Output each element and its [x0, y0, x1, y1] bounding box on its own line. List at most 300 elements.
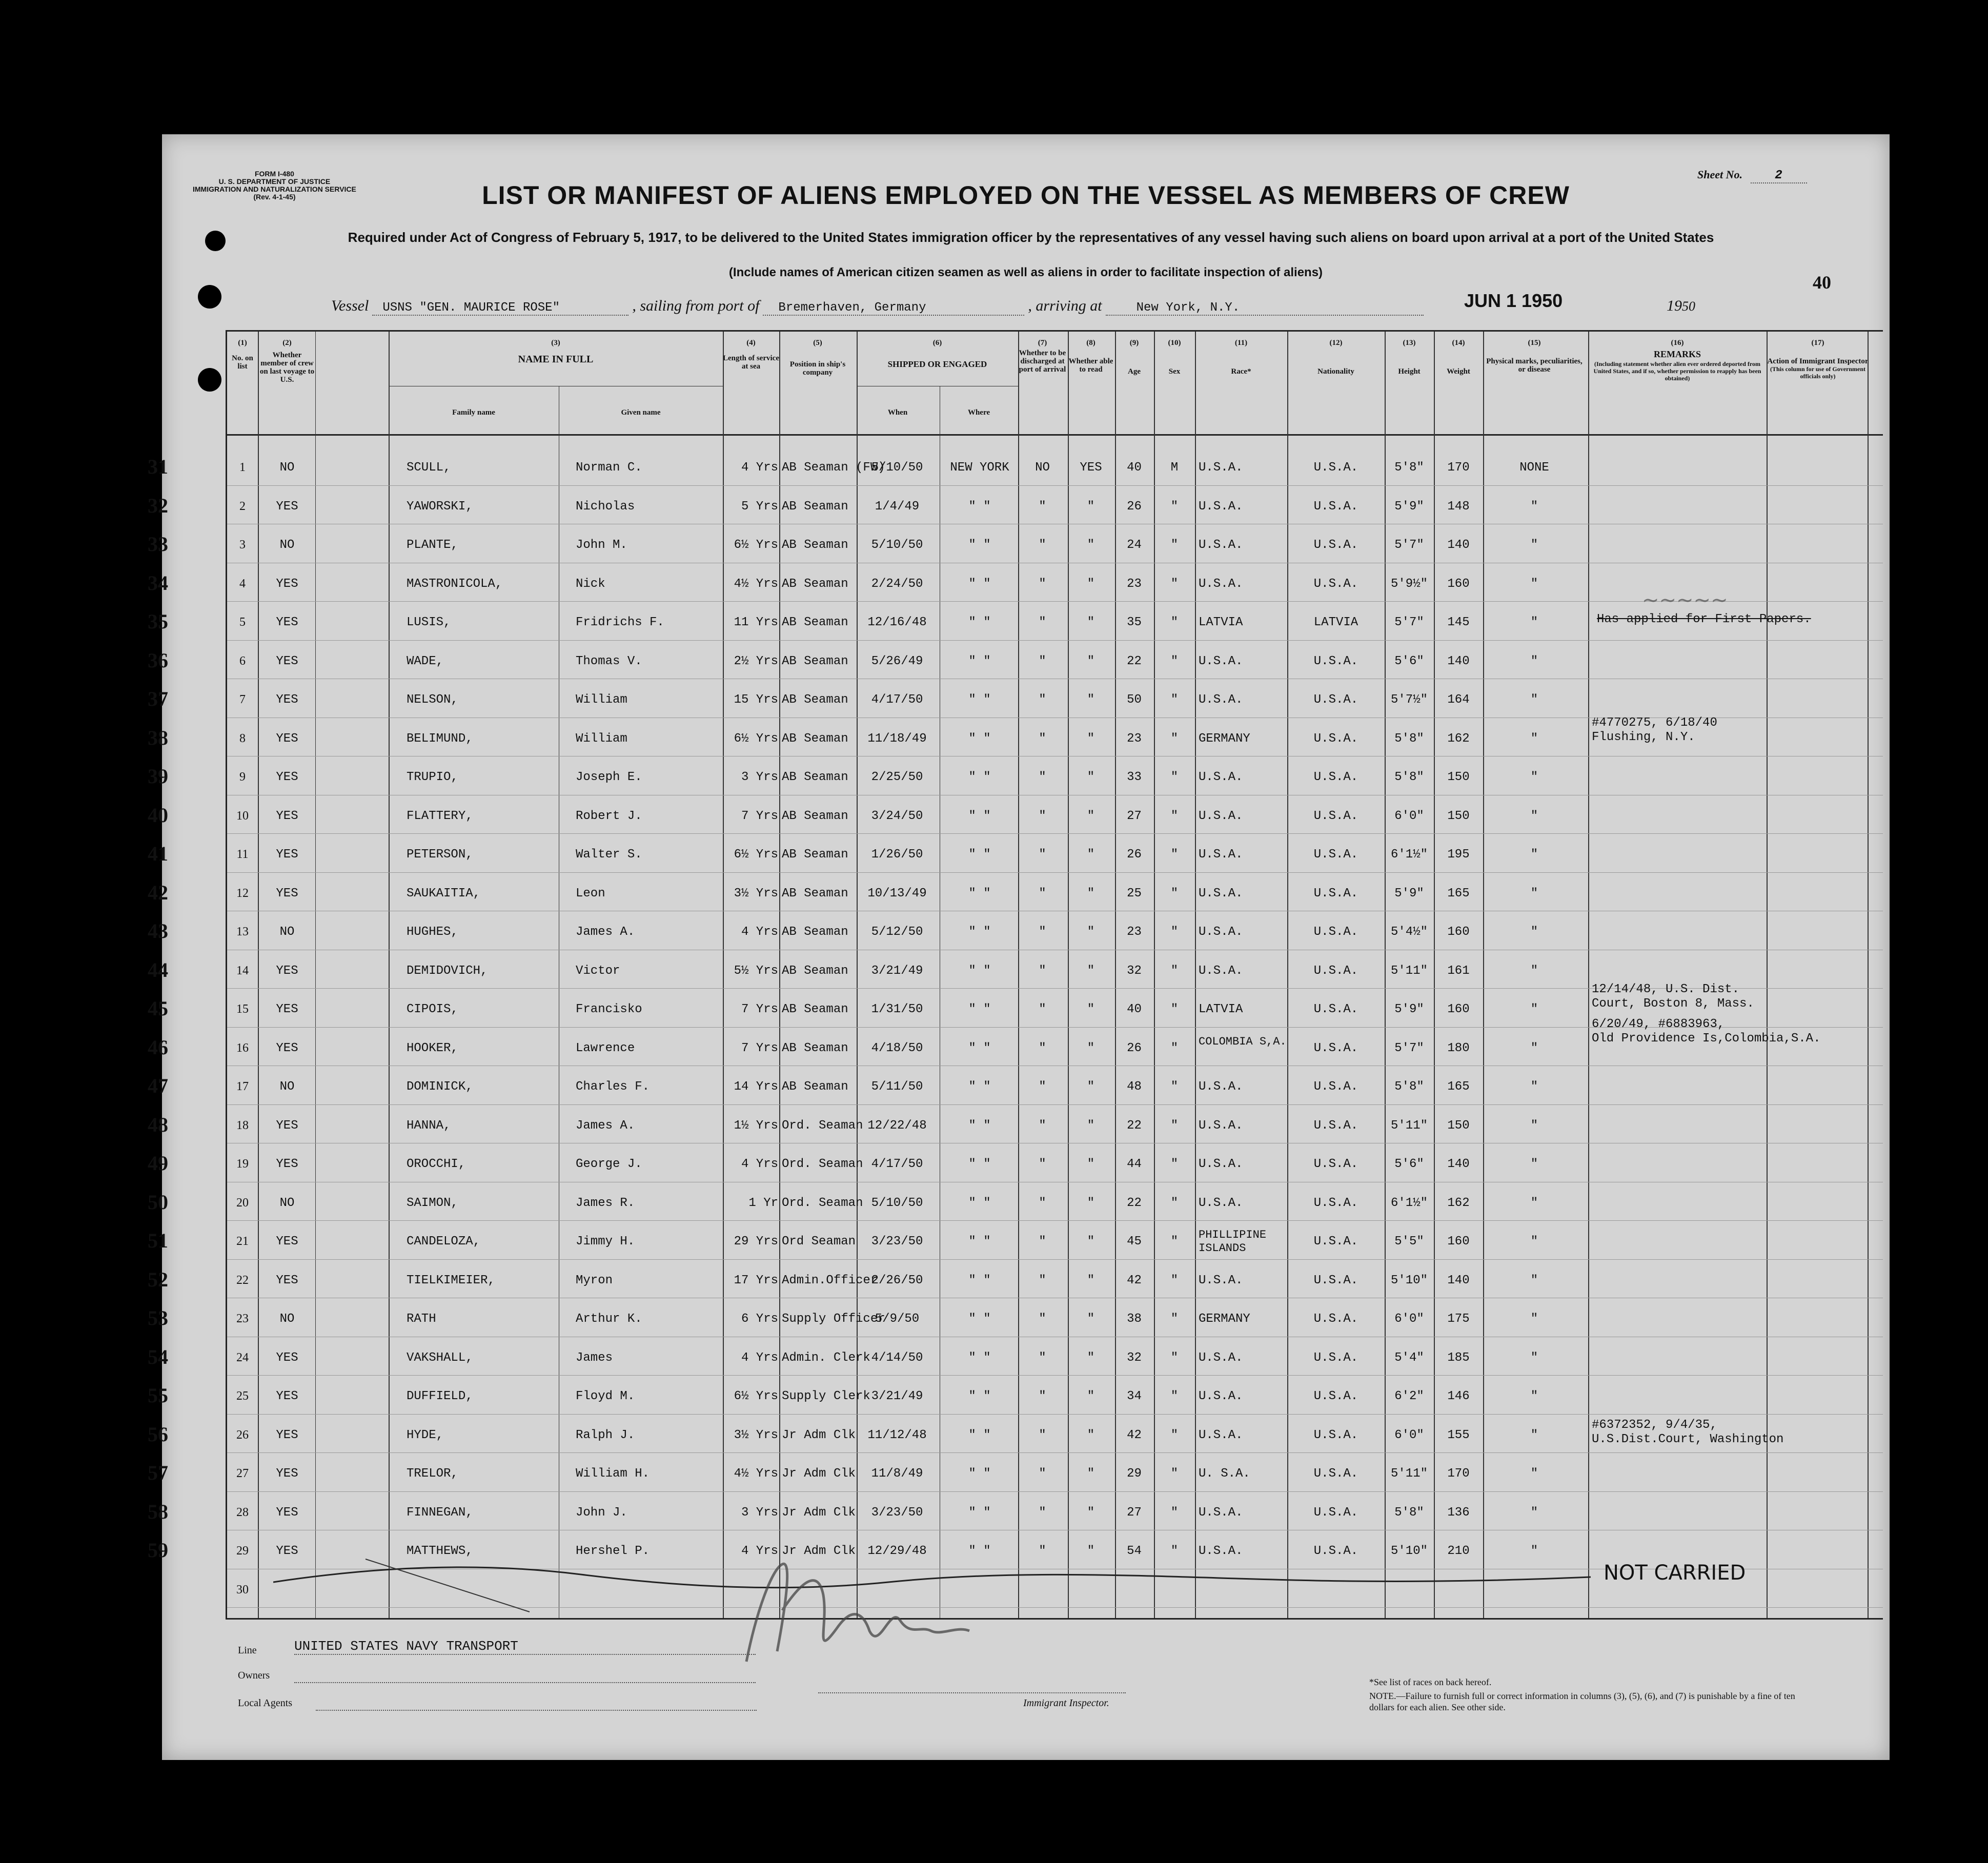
cell-read: " — [1087, 1118, 1095, 1133]
cell-read: " — [1087, 848, 1095, 862]
cell-read: " — [1087, 1350, 1095, 1365]
table-row — [148, 799, 1868, 838]
cell-age: 34 — [1127, 1389, 1142, 1403]
col5-label: Position in ship's company — [789, 360, 846, 377]
table-row — [148, 1224, 1868, 1263]
remark-row-8-line2: Flushing, N.Y. — [1592, 730, 1695, 744]
cell-age: 45 — [1127, 1235, 1142, 1248]
cell-marks: " — [1530, 1312, 1538, 1326]
cell-nat: U.S.A. — [1313, 1467, 1358, 1481]
cell-position: AB Seaman — [782, 693, 848, 707]
page-mark: 40 — [1813, 272, 1831, 293]
given-name-header: Given name — [621, 408, 661, 417]
cell-nat: LATVIA — [1313, 616, 1358, 629]
cell-position: AB Seaman — [782, 577, 848, 591]
col2-label: Whether member of crew on last voyage to U.S. — [259, 351, 315, 384]
remark-row-15-line1: 12/14/48, U.S. Dist. — [1592, 982, 1740, 996]
cell-position: AB Seaman — [782, 886, 848, 900]
cell-age: 22 — [1127, 654, 1142, 668]
cell-prev: YES — [276, 1467, 298, 1481]
cell-given: Myron — [576, 1273, 613, 1287]
cell-service: 17 Yrs — [734, 1273, 778, 1287]
handwritten-remark-scribble: ~~~~~ — [1642, 588, 1728, 612]
cell-family: HANNA, — [407, 1118, 451, 1133]
cell-no: 4 — [239, 577, 246, 590]
cell-no: 7 — [239, 693, 246, 706]
cell-marks: " — [1530, 1505, 1538, 1520]
cell-marks: " — [1530, 1273, 1538, 1287]
cell-sex: " — [1170, 1235, 1179, 1248]
cell-no: 12 — [236, 886, 249, 900]
cell-family: CANDELOZA, — [407, 1235, 481, 1248]
cell-marks: NONE — [1519, 461, 1549, 475]
col17-header — [1767, 339, 1869, 380]
cell-nat: U.S.A. — [1313, 1118, 1358, 1133]
cell-no: 22 — [236, 1273, 249, 1287]
cell-service: 7 Yrs — [741, 1002, 778, 1016]
cell-given: Floyd M. — [576, 1389, 635, 1403]
cell-disch: NO — [1035, 461, 1050, 475]
cell-service: 6½ Yrs — [734, 848, 778, 862]
cell-marks: " — [1530, 848, 1538, 862]
cell-age: 42 — [1127, 1428, 1142, 1442]
cell-given: Fridrichs F. — [576, 616, 664, 629]
cell-read: " — [1087, 1157, 1095, 1171]
page-title: LIST OR MANIFEST OF ALIENS EMPLOYED ON THE VESSEL AS MEMBERS OF CREW — [482, 181, 1570, 210]
margin-line-number: 39 — [148, 765, 168, 788]
cell-where: " " — [968, 1080, 991, 1094]
cell-race: U.S.A. — [1199, 461, 1243, 475]
cell-sex: " — [1170, 616, 1179, 629]
cell-nat: U.S.A. — [1313, 1041, 1358, 1055]
cell-position: AB Seaman — [782, 925, 848, 939]
cell-when: 5/10/50 — [871, 461, 923, 475]
cell-family: PETERSON, — [407, 848, 473, 862]
cell-family: DUFFIELD, — [407, 1389, 473, 1403]
col3-number: (3) — [551, 339, 560, 347]
cell-age: 26 — [1127, 848, 1142, 862]
owners-field — [294, 1682, 756, 1683]
inspector-label: Immigrant Inspector. — [1023, 1697, 1109, 1709]
cell-service: 7 Yrs — [741, 809, 778, 823]
cell-sex: " — [1170, 577, 1179, 591]
col8-label: Whether able to read — [1068, 357, 1113, 374]
cell-position: AB Seaman — [782, 538, 848, 552]
margin-line-number: 53 — [148, 1306, 168, 1329]
cell-where: " " — [968, 577, 991, 591]
cell-marks: " — [1530, 1467, 1538, 1481]
cell-where: " " — [968, 616, 991, 629]
cell-where: " " — [968, 770, 991, 784]
cell-height: 5'11" — [1390, 1467, 1428, 1481]
cell-no: 19 — [236, 1157, 249, 1171]
cell-read: " — [1087, 1505, 1095, 1520]
margin-line-number: 56 — [148, 1422, 168, 1446]
cell-race: U.S.A. — [1199, 538, 1243, 552]
cell-service: 2½ Yrs — [734, 654, 778, 668]
cell-read: " — [1087, 499, 1095, 514]
cell-weight: 162 — [1447, 731, 1470, 746]
cell-family: TRELOR, — [407, 1467, 458, 1481]
table-row — [148, 1379, 1868, 1418]
table-row — [148, 451, 1868, 489]
cell-family: NELSON, — [407, 693, 458, 707]
cell-nat: U.S.A. — [1313, 1350, 1358, 1365]
manifest-sheet — [148, 134, 1890, 1760]
margin-line-number: 31 — [148, 455, 168, 478]
cell-no: 25 — [236, 1389, 249, 1403]
cell-read: " — [1087, 886, 1095, 900]
cell-family: SCULL, — [407, 461, 451, 475]
cell-age: 32 — [1127, 964, 1142, 978]
margin-line-number: 58 — [148, 1500, 168, 1523]
cell-race: U.S.A. — [1199, 1157, 1243, 1171]
cell-where: " " — [968, 1273, 991, 1287]
margin-line-number: 33 — [148, 533, 168, 556]
cell-age: 48 — [1127, 1080, 1142, 1094]
cell-nat: U.S.A. — [1313, 1544, 1358, 1558]
cell-disch: " — [1039, 1273, 1046, 1287]
cell-disch: " — [1039, 848, 1046, 862]
cell-height: 5'8" — [1394, 1080, 1424, 1094]
cell-prev: YES — [276, 964, 298, 978]
cell-given: Nicholas — [576, 499, 635, 514]
margin-line-number: 42 — [148, 881, 168, 904]
cell-prev: NO — [279, 1196, 295, 1210]
cell-age: 23 — [1127, 731, 1142, 746]
cell-age: 25 — [1127, 886, 1142, 900]
cell-family: RATH — [407, 1312, 436, 1326]
cell-no: 10 — [236, 809, 249, 823]
cell-weight: 136 — [1447, 1505, 1470, 1520]
cell-sex: " — [1170, 964, 1179, 978]
cell-when: 4/17/50 — [871, 693, 923, 707]
cell-weight: 150 — [1447, 1118, 1470, 1133]
cell-age: 38 — [1127, 1312, 1142, 1326]
cell-read: " — [1087, 1080, 1095, 1094]
cell-height: 5'9" — [1394, 1002, 1424, 1016]
table-row — [148, 567, 1868, 612]
cell-marks: " — [1530, 1544, 1538, 1558]
cell-weight: 140 — [1447, 538, 1470, 552]
cell-marks: " — [1530, 809, 1538, 823]
cell-height: 5'10" — [1390, 1544, 1428, 1558]
cell-no: 16 — [236, 1041, 249, 1055]
col11-label: Race* — [1231, 367, 1251, 376]
cell-family: SAIMON, — [407, 1196, 458, 1210]
cell-service: 6½ Yrs — [734, 538, 778, 552]
cell-weight: 162 — [1447, 1196, 1470, 1210]
margin-line-number: 46 — [148, 1035, 168, 1059]
cell-race: U.S.A. — [1199, 1389, 1243, 1403]
cell-service: 4 Yrs — [741, 1350, 778, 1365]
cell-given: James A. — [576, 1118, 635, 1133]
cell-disch: " — [1039, 886, 1046, 900]
cell-read: " — [1087, 1235, 1095, 1248]
col15-label: Physical marks, peculiarities, or disease — [1486, 357, 1583, 374]
cell-nat: U.S.A. — [1313, 461, 1358, 475]
cell-marks: " — [1530, 499, 1538, 514]
col6-number: (6) — [932, 339, 942, 347]
punch-hole — [198, 368, 221, 392]
cell-sex: " — [1170, 848, 1179, 862]
cell-height: 5'8" — [1394, 731, 1424, 746]
cell-marks: " — [1530, 1196, 1538, 1210]
col10-header — [1154, 339, 1195, 376]
table-row — [148, 1147, 1868, 1186]
cell-weight: 146 — [1447, 1389, 1470, 1403]
cell-read: " — [1087, 731, 1095, 746]
form-number: FORM I-480 — [254, 170, 294, 178]
inspector-field — [818, 1692, 1126, 1693]
margin-line-number: 38 — [148, 726, 168, 749]
col7-number: (7) — [1038, 339, 1047, 347]
cell-when: 5/26/49 — [871, 654, 923, 668]
col17-number: (17) — [1811, 339, 1824, 347]
where-header: Where — [967, 408, 990, 417]
cell-read: " — [1087, 770, 1095, 784]
cell-race: U.S.A. — [1199, 577, 1243, 591]
cell-family: HOOKER, — [407, 1041, 458, 1055]
cell-where: " " — [968, 1505, 991, 1520]
cell-when: 2/24/50 — [871, 577, 923, 591]
cell-prev: YES — [276, 1389, 298, 1403]
cell-age: 40 — [1127, 461, 1142, 475]
cell-sex: " — [1170, 1196, 1179, 1210]
cell-disch: " — [1039, 1157, 1046, 1171]
cell-family: HUGHES, — [407, 925, 458, 939]
cell-where: " " — [968, 1235, 991, 1248]
cell-sex: " — [1170, 1157, 1179, 1171]
cell-sex: " — [1170, 1505, 1179, 1520]
cell-sex: " — [1170, 1312, 1179, 1326]
cell-read: " — [1087, 1312, 1095, 1326]
col13-label: Height — [1398, 367, 1421, 376]
cell-where: " " — [968, 1467, 991, 1481]
page-subtitle: Required under Act of Congress of February 5, 1917, to be delivered to the United States immigration officer by the representatives of any vessel having such aliens on board upon arrival at a port of the United States — [348, 230, 1714, 245]
cell-position: Supply Clerk — [782, 1389, 870, 1403]
cell-read: " — [1087, 1002, 1095, 1016]
col14-label: Weight — [1447, 367, 1470, 376]
cell-marks: " — [1530, 770, 1538, 784]
cell-service: 1 Yr — [748, 1196, 778, 1210]
cell-prev: YES — [276, 693, 298, 707]
cell-no: 6 — [239, 654, 246, 668]
cell-marks: " — [1530, 1235, 1538, 1248]
cell-when: 11/8/49 — [871, 1467, 923, 1481]
cell-position: AB Seaman — [782, 809, 848, 823]
col9-header — [1115, 339, 1153, 376]
cell-nat: U.S.A. — [1313, 499, 1358, 514]
cell-where: " " — [968, 1428, 991, 1442]
cell-read: " — [1087, 654, 1095, 668]
cell-weight: 140 — [1447, 1157, 1470, 1171]
cell-weight: 140 — [1447, 654, 1470, 668]
cell-weight: 164 — [1447, 693, 1470, 707]
cell-nat: U.S.A. — [1313, 731, 1358, 746]
cell-marks: " — [1530, 1080, 1538, 1094]
cell-prev: YES — [276, 770, 298, 784]
cell-when: 5/10/50 — [871, 1196, 923, 1210]
cell-given: James — [576, 1350, 613, 1365]
table-row — [148, 876, 1868, 915]
cell-sex: " — [1170, 538, 1179, 552]
margin-line-number: 50 — [148, 1190, 168, 1214]
cell-service: 4½ Yrs — [734, 577, 778, 591]
cell-read: " — [1087, 1041, 1095, 1055]
cell-height: 5'8" — [1394, 461, 1424, 475]
cell-marks: " — [1530, 1389, 1538, 1403]
cell-service: 4 Yrs — [741, 1157, 778, 1171]
cell-when: 5/12/50 — [871, 925, 923, 939]
cell-read: " — [1087, 538, 1095, 552]
cell-race: COLOMBIA S,A. — [1199, 1035, 1287, 1048]
cell-disch: " — [1039, 1002, 1046, 1016]
cell-race: U.S.A. — [1199, 1505, 1243, 1520]
cell-given: Norman C. — [576, 461, 642, 475]
col16-number: (16) — [1671, 339, 1684, 347]
cell-nat: U.S.A. — [1313, 538, 1358, 552]
cell-where: NEW YORK — [950, 461, 1009, 475]
col15-header — [1483, 339, 1586, 374]
cell-weight: 160 — [1447, 1002, 1470, 1016]
sailing-label: , sailing from port of — [632, 297, 760, 314]
cell-prev: YES — [276, 1350, 298, 1365]
cell-service: 5½ Yrs — [734, 964, 778, 978]
cell-when: 10/13/49 — [867, 886, 927, 900]
penalty-note: NOTE.—Failure to furnish full or correct information in columns (3), (5), (6), and (7) is punishable by a fine of ten dollars for each alien. See other side. — [1369, 1691, 1795, 1712]
cell-height: 6'2" — [1394, 1389, 1424, 1403]
form-revision: (Rev. 4-1-45) — [253, 193, 296, 201]
cell-no: 2 — [239, 499, 246, 513]
cell-height: 5'8" — [1394, 1505, 1424, 1520]
cell-sex: " — [1170, 731, 1179, 746]
not-carried-note: NOT CARRIED — [1604, 1561, 1746, 1585]
cell-age: 29 — [1127, 1467, 1142, 1481]
cell-when: 4/17/50 — [871, 1157, 923, 1171]
cell-where: " " — [968, 538, 991, 552]
cell-no: 15 — [236, 1002, 249, 1016]
cell-race: U.S.A. — [1199, 964, 1243, 978]
cell-height: 6'0" — [1394, 1312, 1424, 1326]
margin-line-number: 34 — [148, 571, 168, 595]
cell-where: " " — [968, 1312, 991, 1326]
cell-read: " — [1087, 964, 1095, 978]
cell-given: Charles F. — [576, 1080, 650, 1094]
cell-prev: YES — [276, 848, 298, 862]
cell-family: FINNEGAN, — [407, 1505, 473, 1520]
cell-disch: " — [1039, 964, 1046, 978]
cell-weight: 165 — [1447, 886, 1470, 900]
cell-position: Ord. Seaman — [782, 1196, 863, 1210]
cell-height: 5'11" — [1390, 964, 1428, 978]
cell-nat: U.S.A. — [1313, 886, 1358, 900]
cell-sex: " — [1170, 1080, 1179, 1094]
cell-prev: YES — [276, 577, 298, 591]
cell-where: " " — [968, 731, 991, 746]
cell-nat: U.S.A. — [1313, 577, 1358, 591]
cell-family: WADE, — [407, 654, 444, 668]
cell-age: 40 — [1127, 1002, 1142, 1016]
cell-given: Thomas V. — [576, 654, 642, 668]
cell-weight: 150 — [1447, 770, 1470, 784]
cell-when: 3/21/49 — [871, 1389, 923, 1403]
cell-height: 5'4" — [1394, 1350, 1424, 1365]
cell-position: Admin.Officer — [782, 1273, 878, 1287]
cell-no: 18 — [236, 1118, 249, 1132]
cell-nat: U.S.A. — [1313, 770, 1358, 784]
cell-nat: U.S.A. — [1313, 1196, 1358, 1210]
vessel-label: Vessel — [331, 297, 369, 314]
cell-read: " — [1087, 577, 1095, 591]
cell-position: Jr Adm Clk — [782, 1505, 856, 1520]
cell-family: SAUKAITIA, — [407, 886, 481, 900]
cell-disch: " — [1039, 1196, 1046, 1210]
cell-nat: U.S.A. — [1313, 1312, 1358, 1326]
col5-number: (5) — [813, 339, 822, 347]
cell-prev: YES — [276, 499, 298, 514]
cell-when: 3/21/49 — [871, 964, 923, 978]
remark-row-8 — [1592, 716, 1717, 745]
table-row — [148, 1302, 1868, 1341]
cell-position: AB Seaman — [782, 499, 848, 514]
cell-position: AB Seaman — [782, 1080, 848, 1094]
cell-age: 22 — [1127, 1118, 1142, 1133]
margin-line-number: 41 — [148, 842, 168, 865]
remark-row-23 — [1592, 1418, 1783, 1447]
cell-marks: " — [1530, 1041, 1538, 1055]
cell-weight: 150 — [1447, 809, 1470, 823]
cell-height: 5'7" — [1394, 538, 1424, 552]
cell-race: U.S.A. — [1199, 925, 1243, 939]
cell-given: John J. — [576, 1505, 627, 1520]
cell-age: 33 — [1127, 770, 1142, 784]
col6-label: SHIPPED OR ENGAGED — [887, 359, 987, 369]
col12-header — [1287, 339, 1385, 376]
cell-age: 22 — [1127, 1196, 1142, 1210]
cell-no: 11 — [236, 848, 249, 861]
cell-disch: " — [1039, 1428, 1046, 1442]
cell-marks: " — [1530, 964, 1538, 978]
cell-race: U.S.A. — [1199, 1428, 1243, 1442]
cell-disch: " — [1039, 1467, 1046, 1481]
cell-prev: NO — [279, 1080, 295, 1094]
cell-height: 6'1½" — [1390, 1196, 1428, 1210]
cell-nat: U.S.A. — [1313, 1389, 1358, 1403]
col5-header — [779, 339, 856, 377]
remark-row-23-line2: U.S.Dist.Court, Washington — [1592, 1432, 1784, 1446]
cell-weight: 148 — [1447, 499, 1470, 514]
cell-race: U.S.A. — [1199, 1544, 1243, 1558]
cell-when: 3/23/50 — [871, 1235, 923, 1248]
cell-disch: " — [1039, 1544, 1046, 1558]
col3-header — [389, 339, 723, 363]
cell-height: 5'9½" — [1390, 577, 1428, 591]
cell-position: AB Seaman — [782, 616, 848, 629]
cell-disch: " — [1039, 1080, 1046, 1094]
cell-sex: M — [1170, 461, 1179, 475]
margin-line-number: 54 — [148, 1345, 168, 1368]
cell-sex: " — [1170, 1041, 1179, 1055]
margin-line-number: 40 — [148, 803, 168, 827]
cell-where: " " — [968, 499, 991, 514]
cell-service: 4½ Yrs — [734, 1467, 778, 1481]
margin-line-number: 55 — [148, 1384, 168, 1407]
cell-marks: " — [1530, 577, 1538, 591]
cell-marks: " — [1530, 1428, 1538, 1442]
year-field — [1667, 297, 1695, 315]
col13-header — [1385, 339, 1434, 376]
